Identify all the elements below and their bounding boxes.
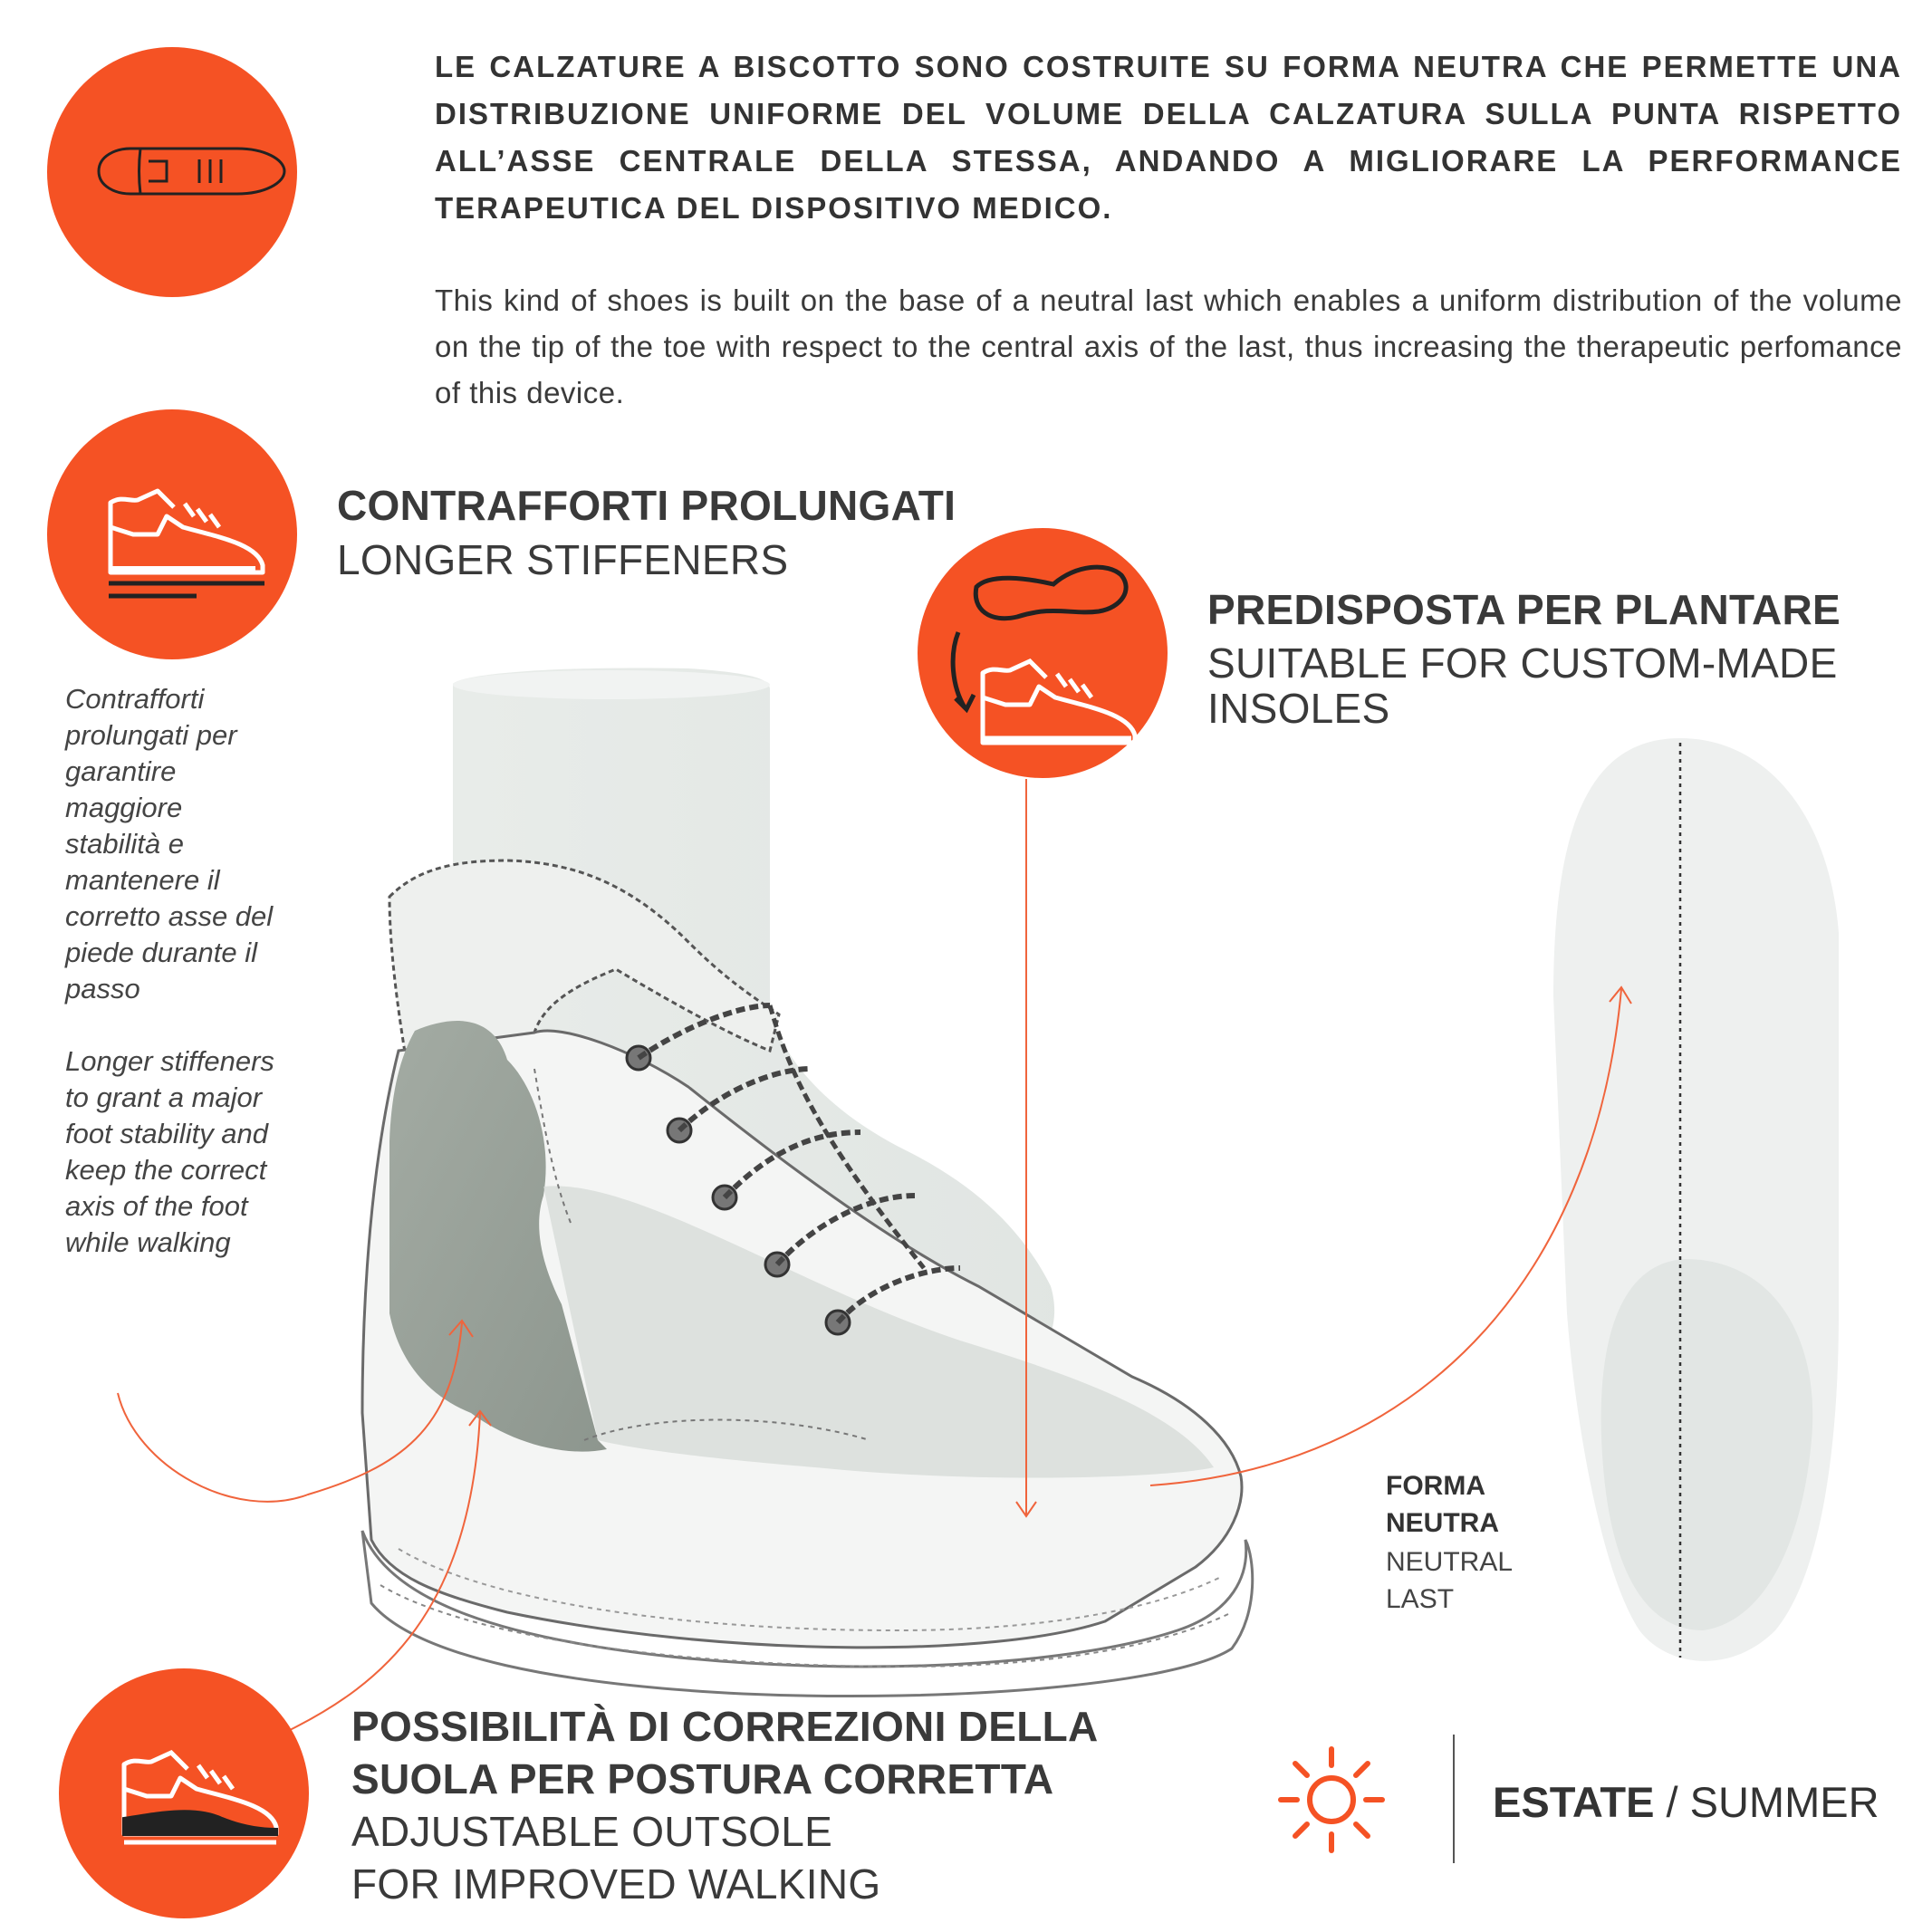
season-separator: / — [1666, 1778, 1678, 1826]
stiffeners-subtitle: LONGER STIFFENERS — [337, 536, 789, 583]
outsole-title-line2: SUOLA PER POSTURA CORRETTA — [351, 1755, 1054, 1802]
neutral-last-label — [1386, 1467, 1513, 1618]
sneaker-sole-icon — [59, 1668, 309, 1918]
insoles-title: PREDISPOSTA PER PLANTARE — [1207, 586, 1841, 633]
intro-italian-text: LE CALZATURE A BISCOTTO SONO COSTRUITE SU FORMA NEUTRA CHE PERMETTE UNA DISTRIBUZIONE UNIFORME DEL VOLUME DELLA CALZATURA SULLA PUNTA RISPETTO ALL’ASSE CENTRALE DELLA STESSA, ANDANDO A MIGLIORARE LA PERFORMANCE TERAPEUTICA DEL DISPOSITIVO MEDICO. — [435, 50, 1902, 225]
stiffeners-note-english: Longer stiffeners to grant a major foot stability and keep the correct axis of the foot while walking — [65, 1045, 274, 1258]
last-label-it-1: FORMA — [1386, 1471, 1485, 1501]
last-label-en-2: LAST — [1386, 1584, 1455, 1614]
insole-icon-badge — [918, 528, 1168, 778]
insole-arrow-icon — [918, 528, 1168, 778]
season-label — [1493, 1777, 1879, 1827]
sun-icon — [1275, 1744, 1388, 1856]
season-italian: ESTATE — [1493, 1778, 1655, 1826]
last-label-en-1: NEUTRAL — [1386, 1547, 1514, 1577]
insoles-subtitle-line1: SUITABLE FOR CUSTOM-MADE — [1207, 639, 1838, 687]
last-connector — [1150, 989, 1621, 1485]
stiffeners-note-italian: Contrafforti prolungati per garantire maggiore stabilità e mantenere il corretto asse del piede durante il passo — [65, 683, 274, 1004]
intro-english-text: This kind of shoes is built on the base of a neutral last which enables a uniform distribution of the volume on the tip of the toe with respect to the central axis of the last, thus increasing the therapeutic perfomance of this device. — [435, 284, 1902, 409]
season-english: SUMMER — [1689, 1778, 1879, 1826]
outsole-subtitle-line1: ADJUSTABLE OUTSOLE — [351, 1808, 833, 1855]
outsole-title-line1: POSSIBILITÀ DI CORREZIONI DELLA — [351, 1703, 1099, 1750]
outsole-subtitle-line2: FOR IMPROVED WALKING — [351, 1860, 881, 1908]
last-label-it-2: NEUTRA — [1386, 1508, 1499, 1538]
outsole-icon-badge — [59, 1668, 309, 1918]
stiffeners-title: CONTRAFFORTI PROLUNGATI — [337, 482, 956, 529]
season-divider — [1453, 1735, 1455, 1863]
insoles-subtitle-line2: INSOLES — [1207, 685, 1390, 732]
